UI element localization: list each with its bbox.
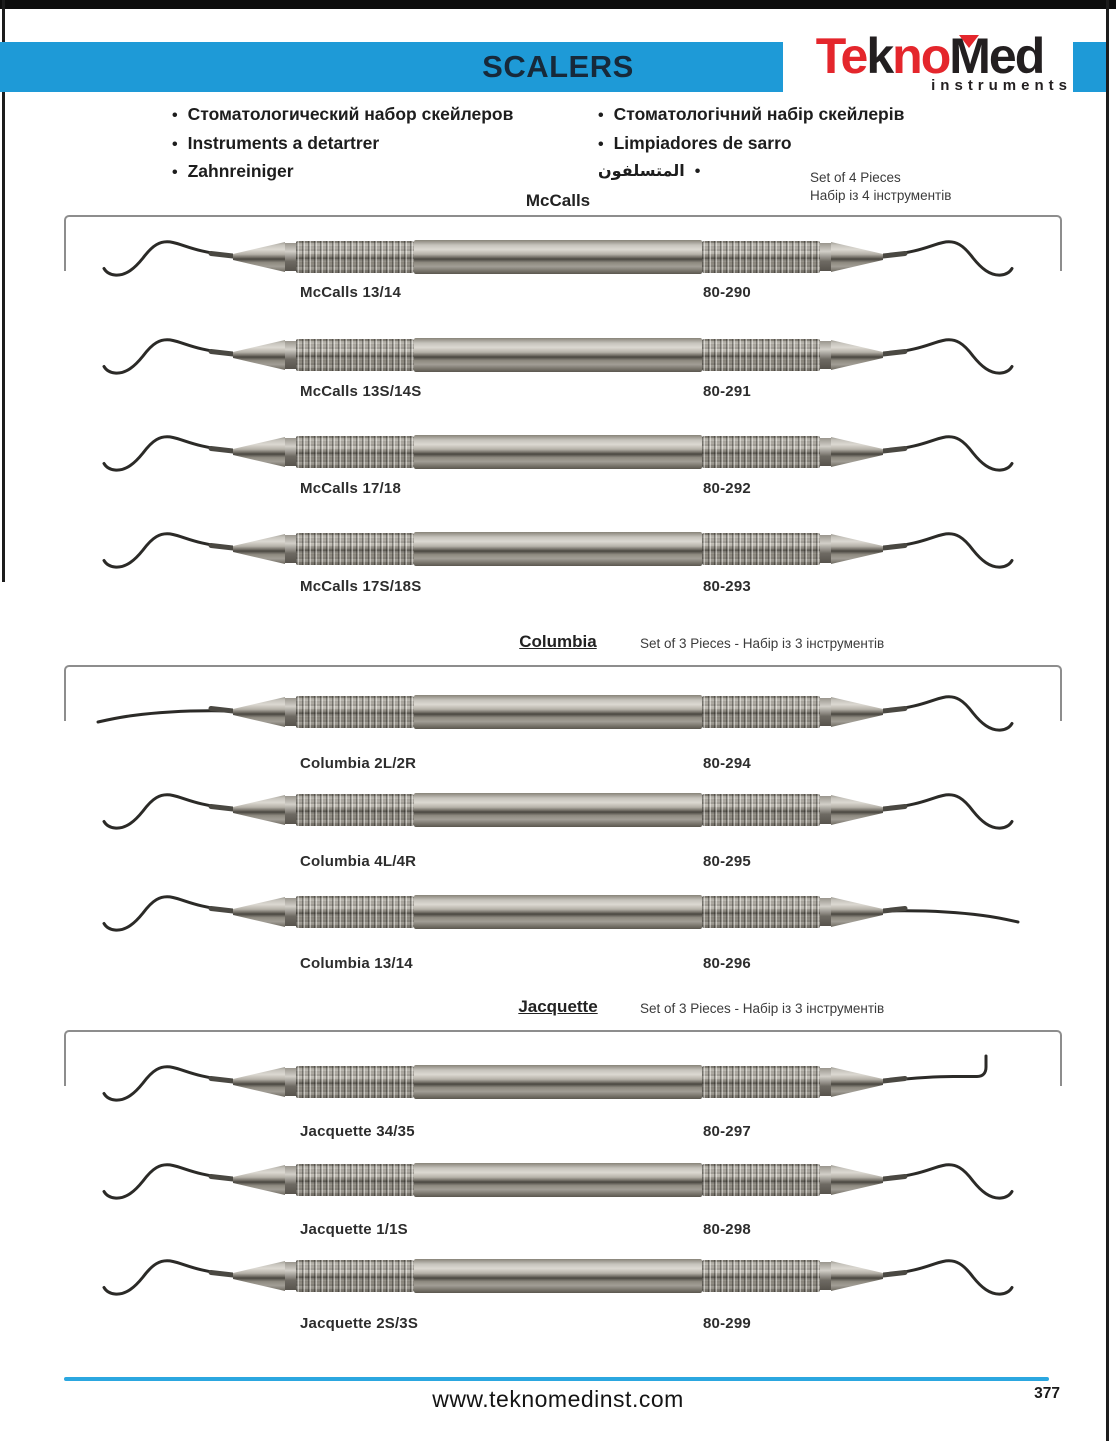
scaler-tip-s-icon [83,222,233,292]
intro-bullets-left [172,101,513,187]
bullet-icon: • [598,107,604,124]
bullet-list-item [172,130,513,159]
handle-knurled-grip [296,533,414,565]
scaler-tip-s-icon [883,677,1033,747]
handle-cone [831,895,883,929]
bullet-list-item [598,130,904,159]
scaler-tip-s-icon [83,514,233,584]
handle-cone [233,1259,285,1293]
handle-cone [831,240,883,274]
handle-collar [285,898,296,926]
item-code: 80-295 [703,853,751,870]
handle-knurled-grip [296,1164,414,1196]
handle-body [414,695,702,729]
scaler-tip-s-icon [83,1145,233,1215]
scaler-instrument-image [83,877,1033,947]
scaler-instrument-image [83,514,1033,584]
bullet-list-item [172,101,513,130]
scaler-instrument-image [83,417,1033,487]
brand-logo [786,28,1073,94]
bullet-list-item [598,101,904,130]
handle-cone [831,1163,883,1197]
handle-cone [233,532,285,566]
scaler-tip-s-icon [83,1047,233,1117]
handle-cone [233,1163,285,1197]
set-note-columbia: Set of 3 Pieces - Набір із 3 інструментів [640,636,885,651]
handle-collar [820,1068,831,1096]
handle-collar [285,438,296,466]
page-top-border [0,0,1116,9]
handle-collar [820,898,831,926]
handle-cone [831,793,883,827]
handle-knurled-grip [702,533,820,565]
handle-body [414,435,702,469]
scaler-tip-s-icon [83,417,233,487]
handle-knurled-grip [296,339,414,371]
item-code: 80-299 [703,1315,751,1332]
logo-segment: M [949,28,989,84]
page-title: SCALERS [482,49,634,84]
scaler-tip-s-icon [83,775,233,845]
handle-knurled-grip [702,1066,820,1098]
scaler-tip-s-icon [883,1241,1033,1311]
logo-segment: Te [815,28,867,84]
handle-knurled-grip [296,1260,414,1292]
handle-collar [285,243,296,271]
scaler-tip-s-icon [883,320,1033,390]
section-title-mccalls: McCalls [525,191,591,210]
handle-collar [285,698,296,726]
scaler-instrument-image [83,222,1033,292]
handle-knurled-grip [296,1066,414,1098]
scaler-tip-s-icon [883,1145,1033,1215]
scaler-instrument-image [83,775,1033,845]
bullet-list-item [172,158,513,187]
bullet-label: Стоматологический набор скейлеров [187,104,514,124]
item-label: Columbia 13/14 [300,955,413,972]
scaler-instrument-image [83,677,1033,747]
handle-cone [233,435,285,469]
handle-knurled-grip [296,696,414,728]
logo-segment: ed [988,28,1044,84]
item-code: 80-297 [703,1123,751,1140]
scaler-tip-s-icon [83,877,233,947]
handle-cone [831,1065,883,1099]
bullet-icon: • [598,135,604,153]
handle-collar [285,341,296,369]
handle-body [414,895,702,929]
handle-collar [820,341,831,369]
handle-knurled-grip [296,241,414,273]
handle-knurled-grip [702,696,820,728]
handle-knurled-grip [702,1164,820,1196]
logo-wordmark [786,28,1073,84]
item-code: 80-293 [703,578,751,595]
scaler-tip-l-icon [883,1047,1033,1117]
handle-collar [820,243,831,271]
item-label: Columbia 4L/4R [300,853,417,870]
item-label: Jacquette 2S/3S [300,1315,419,1332]
set-note-jacquette: Set of 3 Pieces - Набір із 3 інструментів [640,1001,885,1016]
logo-subtitle: instruments [931,77,1072,94]
bullet-icon: • [172,135,178,153]
handle-body [414,532,702,566]
bullet-label: Zahnreiniger [187,161,294,181]
set-note-line: Set of 4 Pieces [810,170,901,185]
item-label: Jacquette 1/1S [300,1221,408,1238]
handle-collar [820,1166,831,1194]
scaler-instrument-image [83,320,1033,390]
handle-body [414,1259,702,1293]
handle-cone [831,695,883,729]
handle-body [414,793,702,827]
page-right-border [1106,0,1109,1441]
scaler-instrument-image [83,1145,1033,1215]
handle-knurled-grip [296,896,414,928]
scaler-tip-s-icon [883,514,1033,584]
item-label: McCalls 17S/18S [300,578,422,595]
scaler-tip-s-icon [883,417,1033,487]
handle-body [414,338,702,372]
item-label: McCalls 13/14 [300,284,401,301]
item-label: Columbia 2L/2R [300,755,417,772]
logo-segment: no [892,28,950,84]
item-code: 80-291 [703,383,751,400]
scaler-tip-s-icon [83,320,233,390]
handle-collar [285,535,296,563]
handle-collar [820,438,831,466]
handle-collar [285,1166,296,1194]
logo-segment: k [866,28,893,84]
handle-collar [285,1068,296,1096]
handle-cone [233,793,285,827]
handle-cone [831,338,883,372]
scaler-tip-probe-icon [83,677,233,747]
scaler-tip-s-icon [83,1241,233,1311]
footer-divider [64,1377,1049,1381]
bullet-icon: • [694,163,701,180]
handle-cone [831,532,883,566]
scaler-tip-probe-icon [883,877,1033,947]
handle-body [414,1163,702,1197]
scaler-instrument-image [83,1241,1033,1311]
bullet-label: Instruments a detartrer [187,132,380,153]
handle-cone [233,895,285,929]
item-code: 80-294 [703,755,751,772]
item-label: Jacquette 34/35 [300,1123,415,1140]
item-label: McCalls 17/18 [300,480,401,497]
handle-collar [820,698,831,726]
section-title-columbia: Columbia [519,632,597,651]
handle-body [414,240,702,274]
bullet-label: المتسلفون [598,163,685,180]
handle-collar [285,1262,296,1290]
handle-collar [820,535,831,563]
handle-cone [233,240,285,274]
handle-knurled-grip [296,436,414,468]
handle-collar [820,796,831,824]
handle-knurled-grip [702,339,820,371]
item-code: 80-296 [703,955,751,972]
page-number: 377 [1034,1385,1060,1402]
scaler-tip-s-icon [883,775,1033,845]
handle-body [414,1065,702,1099]
handle-knurled-grip [702,1260,820,1292]
item-code: 80-292 [703,480,751,497]
bullet-label: Limpiadores de sarro [613,132,792,153]
handle-cone [831,435,883,469]
item-code: 80-290 [703,284,751,301]
item-code: 80-298 [703,1221,751,1238]
handle-knurled-grip [702,896,820,928]
handle-cone [233,1065,285,1099]
handle-knurled-grip [702,794,820,826]
item-label: McCalls 13S/14S [300,383,422,400]
handle-cone [233,338,285,372]
handle-knurled-grip [702,241,820,273]
handle-cone [233,695,285,729]
handle-knurled-grip [296,794,414,826]
handle-collar [820,1262,831,1290]
bullet-icon: • [172,164,178,181]
footer-website: www.teknomedinst.com [432,1386,684,1412]
bullet-label: Стоматологічний набір скейлерів [613,104,905,124]
handle-knurled-grip [702,436,820,468]
set-note-line: Набір із 4 інструментів [810,187,952,203]
handle-cone [831,1259,883,1293]
bullet-icon: • [172,107,178,124]
section-title-jacquette: Jacquette [518,997,598,1016]
scaler-tip-s-icon [883,222,1033,292]
scaler-instrument-image [83,1047,1033,1117]
handle-collar [285,796,296,824]
